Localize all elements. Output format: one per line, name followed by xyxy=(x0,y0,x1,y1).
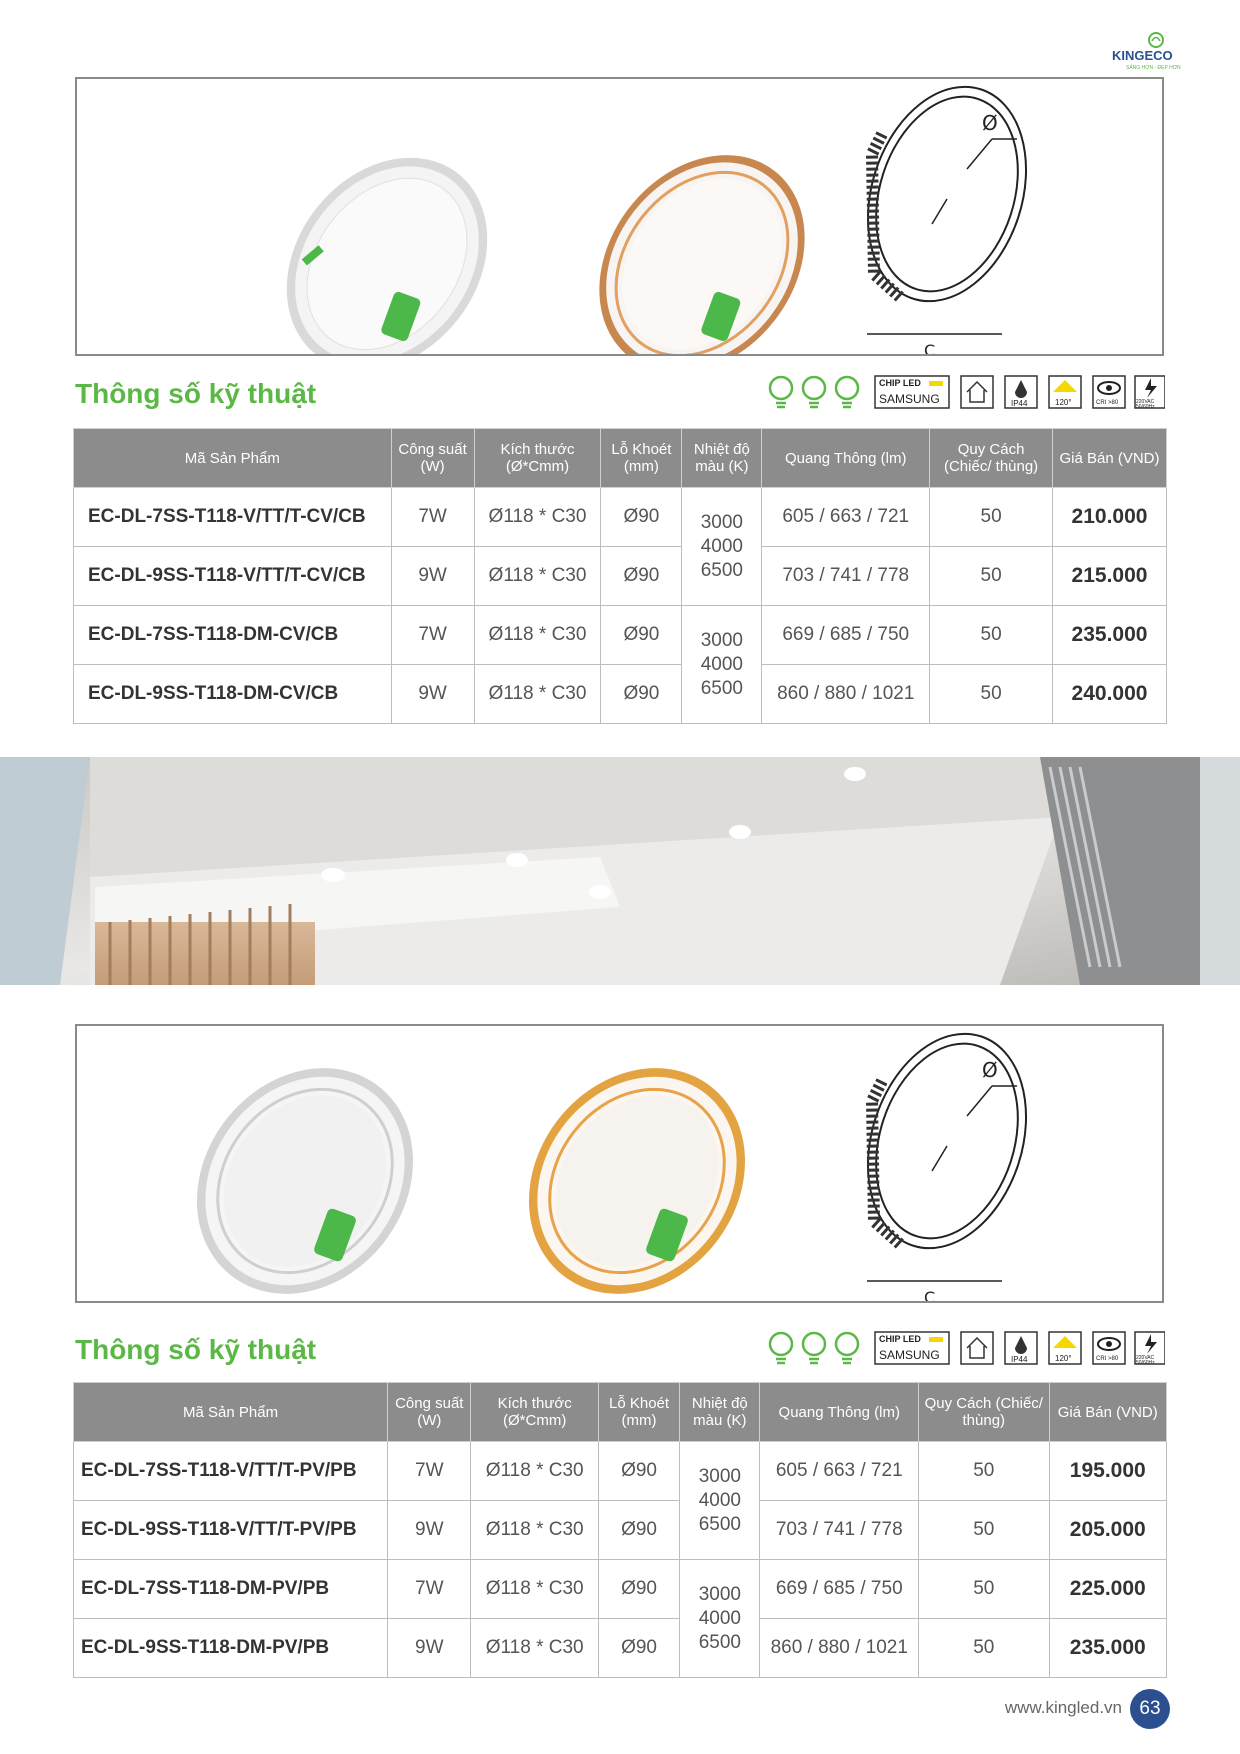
price: 235.000 xyxy=(1053,606,1167,665)
header-packing: Quy Cách (Chiếc/ thùng) xyxy=(930,429,1053,488)
table-row xyxy=(74,488,1167,547)
voltage-text-top: 220VAC xyxy=(1136,399,1155,405)
size: Ø118 * C30 xyxy=(471,1501,598,1560)
ip44-text: IP44 xyxy=(1011,1355,1028,1364)
beam-angle-icon xyxy=(1049,1332,1081,1364)
voltage-icon xyxy=(1135,1332,1165,1366)
chip-led-samsung-icon xyxy=(875,376,949,408)
ceiling-lighting-photo xyxy=(0,757,1240,985)
kelvin-value: 3000 xyxy=(698,1465,741,1487)
kelvin-value: 6500 xyxy=(698,1513,741,1535)
cri-eye-icon xyxy=(1093,376,1125,408)
header-power: Công suất (W) xyxy=(391,429,474,488)
power: 7W xyxy=(391,488,474,547)
kelvin-value: 6500 xyxy=(698,1631,741,1653)
packing: 50 xyxy=(930,488,1053,547)
kelvin-value: 4000 xyxy=(700,535,743,557)
header-price: Giá Bán (VND) xyxy=(1053,429,1167,488)
packing: 50 xyxy=(919,1619,1049,1678)
power: 7W xyxy=(391,606,474,665)
diameter-label: Ø xyxy=(982,1058,998,1082)
kelvin-value: 4000 xyxy=(700,653,743,675)
color-temp-cell xyxy=(682,488,762,606)
height-label: C xyxy=(924,341,936,354)
beam-angle-icon xyxy=(1049,376,1081,408)
packing: 50 xyxy=(930,547,1053,606)
product-image-frame-2 xyxy=(75,1024,1164,1303)
product-code: EC-DL-7SS-T118-V/TT/T-CV/CB xyxy=(74,488,392,547)
power: 9W xyxy=(388,1501,471,1560)
size: Ø118 * C30 xyxy=(474,547,601,606)
indoor-icon xyxy=(961,376,993,408)
eco-bulb-icon xyxy=(770,377,858,407)
header-product-code: Mã Sản Phẩm xyxy=(74,1383,388,1442)
lumen: 860 / 880 / 1021 xyxy=(760,1619,919,1678)
chip-led-text: CHIP LED xyxy=(879,1334,921,1344)
header-packing: Quy Cách (Chiếc/ thùng) xyxy=(919,1383,1049,1442)
kelvin-value: 6500 xyxy=(700,559,743,581)
voltage-text-top: 220VAC xyxy=(1136,1355,1155,1361)
header-lumen: Quang Thông (lm) xyxy=(762,429,930,488)
header-size: Kích thước (Ø*Cmm) xyxy=(474,429,601,488)
header-cutout: Lỗ Khoét (mm) xyxy=(598,1383,679,1442)
cutout: Ø90 xyxy=(598,1501,679,1560)
section-title-1: Thông số kỹ thuật xyxy=(75,378,317,409)
power: 7W xyxy=(388,1560,471,1619)
lumen: 605 / 663 / 721 xyxy=(762,488,930,547)
chip-led-samsung-icon xyxy=(875,1332,949,1364)
table-row xyxy=(74,606,1167,665)
product-code: EC-DL-9SS-T118-DM-CV/CB xyxy=(74,665,392,724)
header-size: Kích thước (Ø*Cmm) xyxy=(471,1383,598,1442)
table-row xyxy=(74,547,1167,606)
table-row xyxy=(74,1442,1167,1501)
ip44-text: IP44 xyxy=(1011,399,1028,408)
lumen: 860 / 880 / 1021 xyxy=(762,665,930,724)
table-row xyxy=(74,1560,1167,1619)
downlight-gold-image xyxy=(557,114,847,354)
size: Ø118 * C30 xyxy=(474,488,601,547)
downlight-silver-image xyxy=(245,118,528,354)
product-code: EC-DL-7SS-T118-V/TT/T-PV/PB xyxy=(74,1442,388,1501)
cutout: Ø90 xyxy=(601,547,682,606)
size: Ø118 * C30 xyxy=(471,1442,598,1501)
spec-table-2 xyxy=(73,1382,1167,1678)
header-power: Công suất (W) xyxy=(388,1383,471,1442)
samsung-text: SAMSUNG xyxy=(879,1348,940,1362)
logo-text: KINGECO xyxy=(1112,48,1173,63)
downlight-silver-image xyxy=(152,1026,457,1301)
header-cutout: Lỗ Khoét (mm) xyxy=(601,429,682,488)
kelvin-value: 6500 xyxy=(700,677,743,699)
diameter-label: Ø xyxy=(982,111,998,135)
spec-table-1 xyxy=(73,428,1167,724)
website-link[interactable]: www.kingled.vn xyxy=(1004,1698,1122,1717)
lumen: 703 / 741 / 778 xyxy=(760,1501,919,1560)
packing: 50 xyxy=(919,1501,1049,1560)
table-row xyxy=(74,1619,1167,1678)
color-temp-cell xyxy=(680,1560,760,1678)
size: Ø118 * C30 xyxy=(471,1619,598,1678)
price: 225.000 xyxy=(1049,1560,1166,1619)
price: 210.000 xyxy=(1053,488,1167,547)
price: 235.000 xyxy=(1049,1619,1166,1678)
packing: 50 xyxy=(930,606,1053,665)
voltage-text-bottom: 50/60Hz xyxy=(1136,1360,1155,1366)
power: 9W xyxy=(388,1619,471,1678)
kelvin-value: 3000 xyxy=(698,1583,741,1605)
product-illustrations-1 xyxy=(77,79,1162,354)
lumen: 669 / 685 / 750 xyxy=(762,606,930,665)
packing: 50 xyxy=(919,1560,1049,1619)
chip-led-text: CHIP LED xyxy=(879,378,921,388)
header-price: Giá Bán (VND) xyxy=(1049,1383,1166,1442)
lumen: 669 / 685 / 750 xyxy=(760,1560,919,1619)
lumen: 703 / 741 / 778 xyxy=(762,547,930,606)
beam-angle-text: 120° xyxy=(1055,1354,1072,1363)
eco-bulb-icon xyxy=(770,1333,858,1363)
header-lumen: Quang Thông (lm) xyxy=(760,1383,919,1442)
price: 205.000 xyxy=(1049,1501,1166,1560)
product-code: EC-DL-7SS-T118-DM-PV/PB xyxy=(74,1560,388,1619)
voltage-text-bottom: 50/60Hz xyxy=(1136,404,1155,410)
cri-text: CRI >80 xyxy=(1096,1356,1119,1362)
packing: 50 xyxy=(930,665,1053,724)
lumen: 605 / 663 / 721 xyxy=(760,1442,919,1501)
color-temp-cell xyxy=(680,1442,760,1560)
header-color-temp: Nhiệt độ màu (K) xyxy=(680,1383,760,1442)
indoor-icon xyxy=(961,1332,993,1364)
power: 7W xyxy=(388,1442,471,1501)
logo-tagline: SÁNG HƠN - ĐẸP HƠN xyxy=(1126,65,1181,71)
samsung-text: SAMSUNG xyxy=(879,392,940,406)
table-row xyxy=(74,665,1167,724)
ip44-icon xyxy=(1005,376,1037,408)
kelvin-value: 3000 xyxy=(700,629,743,651)
kelvin-value: 3000 xyxy=(700,511,743,533)
size: Ø118 * C30 xyxy=(474,665,601,724)
height-label: C xyxy=(924,1288,936,1301)
product-code: EC-DL-7SS-T118-DM-CV/CB xyxy=(74,606,392,665)
downlight-gold-image xyxy=(484,1026,789,1301)
downlight-dimension-drawing xyxy=(842,79,1053,354)
kingeco-logo xyxy=(1112,32,1202,72)
beam-angle-text: 120° xyxy=(1055,398,1072,407)
color-temp-cell xyxy=(682,606,762,724)
cri-eye-icon xyxy=(1093,1332,1125,1364)
cutout: Ø90 xyxy=(601,665,682,724)
cutout: Ø90 xyxy=(598,1560,679,1619)
price: 215.000 xyxy=(1053,547,1167,606)
header-color-temp: Nhiệt độ màu (K) xyxy=(682,429,762,488)
voltage-icon xyxy=(1135,376,1165,410)
feature-icons-row-2 xyxy=(765,1330,1165,1366)
cutout: Ø90 xyxy=(601,488,682,547)
power: 9W xyxy=(391,665,474,724)
product-code: EC-DL-9SS-T118-DM-PV/PB xyxy=(74,1619,388,1678)
product-code: EC-DL-9SS-T118-V/TT/T-PV/PB xyxy=(74,1501,388,1560)
header-product-code: Mã Sản Phẩm xyxy=(74,429,392,488)
price: 240.000 xyxy=(1053,665,1167,724)
power: 9W xyxy=(391,547,474,606)
size: Ø118 * C30 xyxy=(474,606,601,665)
kelvin-value: 4000 xyxy=(698,1489,741,1511)
product-code: EC-DL-9SS-T118-V/TT/T-CV/CB xyxy=(74,547,392,606)
ip44-icon xyxy=(1005,1332,1037,1364)
table-row xyxy=(74,1501,1167,1560)
cutout: Ø90 xyxy=(598,1619,679,1678)
feature-icons-row-1 xyxy=(765,374,1165,410)
table-header-row xyxy=(74,1383,1167,1442)
kelvin-value: 4000 xyxy=(698,1607,741,1629)
packing: 50 xyxy=(919,1442,1049,1501)
cutout: Ø90 xyxy=(601,606,682,665)
cri-text: CRI >80 xyxy=(1096,400,1119,406)
page-number-badge: 63 xyxy=(1130,1689,1170,1729)
product-illustrations-2 xyxy=(77,1026,1162,1301)
product-image-frame-1 xyxy=(75,77,1164,356)
cutout: Ø90 xyxy=(598,1442,679,1501)
section-title-2: Thông số kỹ thuật xyxy=(75,1334,317,1365)
price: 195.000 xyxy=(1049,1442,1166,1501)
downlight-dimension-drawing xyxy=(842,1026,1053,1301)
table-header-row xyxy=(74,429,1167,488)
size: Ø118 * C30 xyxy=(471,1560,598,1619)
